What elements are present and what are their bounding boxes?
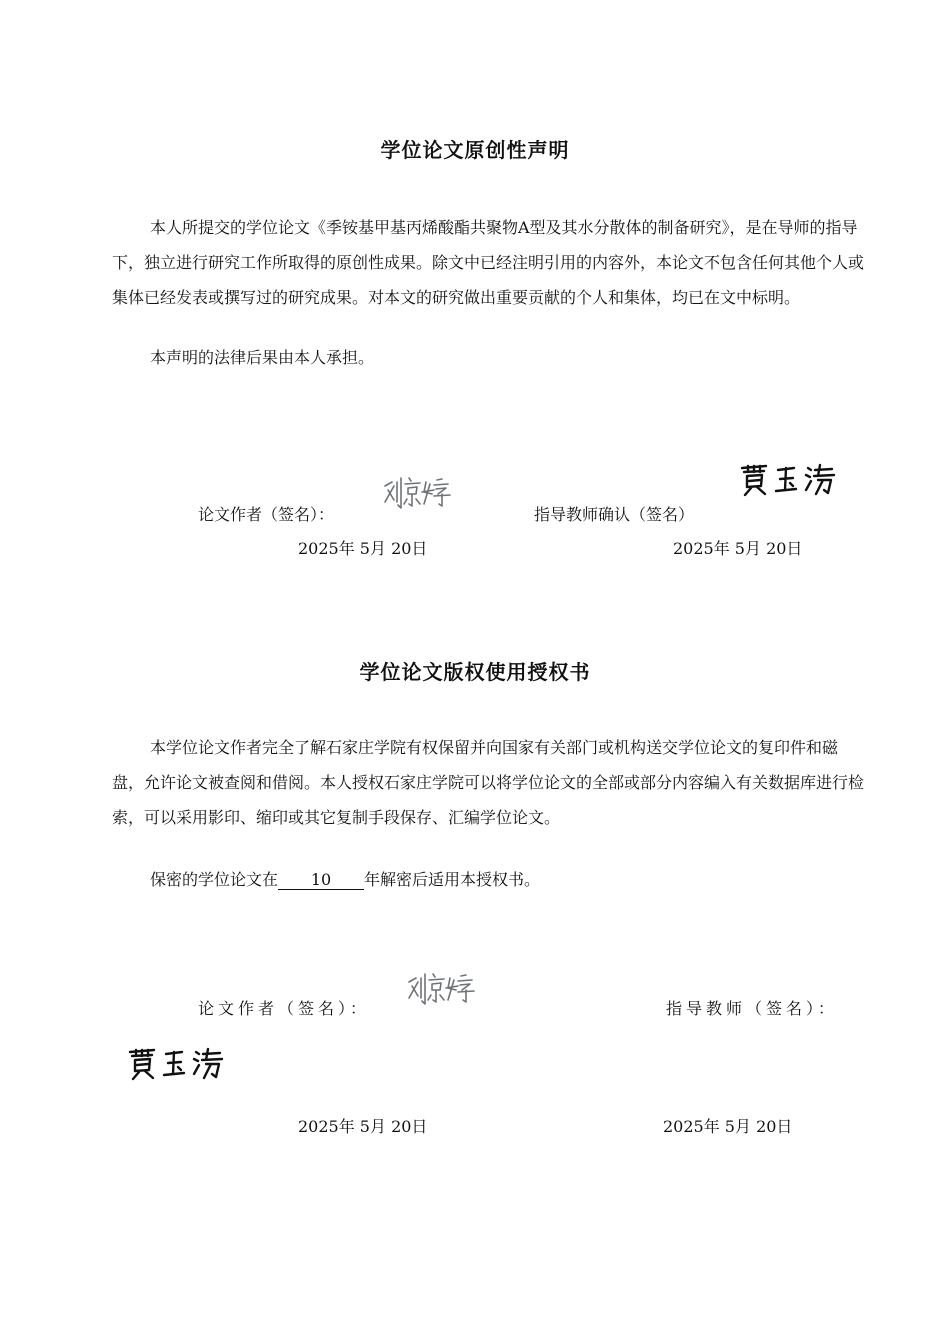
authorization-advisor-label: 指导教师（签名）： <box>666 999 839 1018</box>
authorization-paragraph: 本学位论文作者完全了解石家庄学院有权保留并向国家有关部门或机构送交学位论文的复印件和磁盘，允许论文被查阅和借阅。本人授权石家庄学院可以将学位论文的全部或部分内容编入有关数据库进行检索，可以采用影印、缩印或其它复制手段保存、汇编学位论文。 <box>112 738 865 827</box>
confidentiality-prefix: 保密的学位论文在 <box>150 870 279 889</box>
declaration-advisor-label: 指导教师确认（签名） <box>534 505 695 524</box>
authorization-author-label: 论文作者（签名）： <box>198 999 371 1018</box>
authorization-author-signature <box>404 968 476 1012</box>
declaration-advisor-date: 2025年 5月 20日 <box>673 539 803 558</box>
authorization-advisor-signature <box>126 1044 226 1084</box>
declaration-title: 学位论文原创性声明 <box>380 138 570 162</box>
authorization-author-date: 2025年 5月 20日 <box>298 1117 428 1136</box>
authorization-title: 学位论文版权使用授权书 <box>359 660 591 684</box>
declaration-paragraph: 本人所提交的学位论文《季铵基甲基丙烯酸酯共聚物A型及其水分散体的制备研究》，是在导师的指导下，独立进行研究工作所取得的原创性成果。除文中已经注明引用的内容外，本论文不包含任何其他个人或集体已经发表或撰写过的研究成果。对本文的研究做出重要贡献的个人和集体，均已在文中标明。 <box>112 218 865 307</box>
authorization-advisor-date: 2025年 5月 20日 <box>663 1117 793 1136</box>
declaration-author-signature <box>380 472 452 516</box>
confidentiality-suffix: 年解密后适用本授权书。 <box>364 870 541 889</box>
declaration-author-label: 论文作者（签名）： <box>198 505 335 524</box>
declaration-advisor-signature <box>738 460 838 500</box>
declaration-liability-paragraph: 本声明的法律后果由本人承担。 <box>150 348 375 367</box>
confidentiality-years: 10 <box>278 871 364 890</box>
declaration-author-date: 2025年 5月 20日 <box>298 539 428 558</box>
confidentiality-line <box>112 862 864 897</box>
